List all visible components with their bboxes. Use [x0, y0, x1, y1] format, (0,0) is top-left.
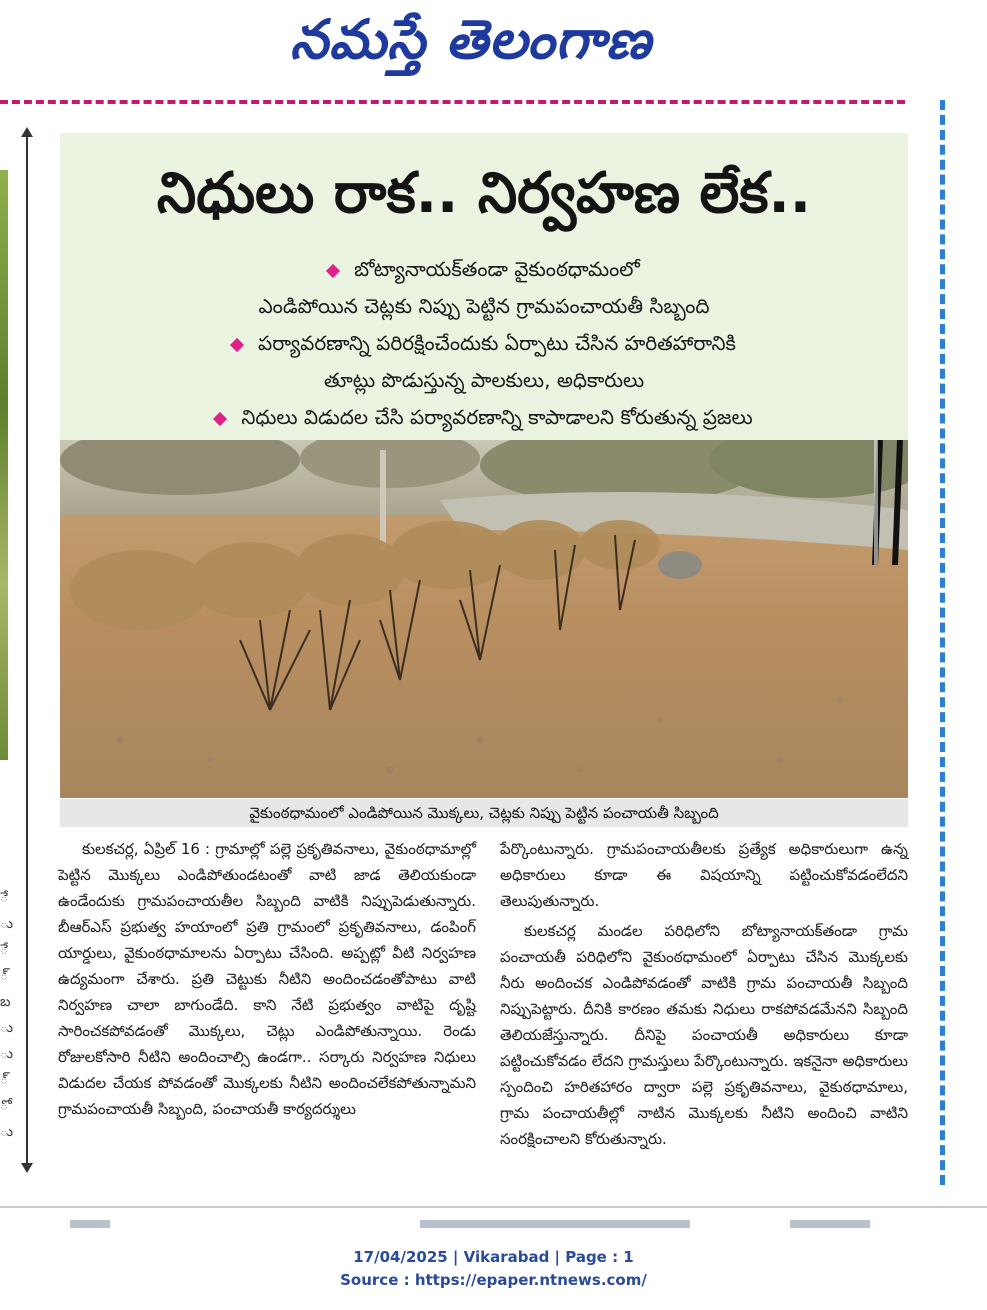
bullet-item-continuation: తూట్లు పొడుస్తున్న పాలకులు, అధికారులు: [323, 368, 645, 392]
diamond-bullet-icon: [213, 411, 227, 425]
next-article-fragment: [70, 1220, 110, 1228]
fragment-char: ు: [0, 1046, 13, 1062]
article-column-right: [500, 836, 908, 1152]
fragment-char: ్: [0, 1072, 9, 1088]
fragment-char: ో: [0, 1098, 9, 1114]
highlight-bullets: [60, 251, 908, 436]
article-paragraph: పేర్కొంటున్నారు. గ్రామపంచాయతీలకు ప్రత్యేక అధికారులుగా ఉన్న అధికారులు కూడా ఈ విషయాన్ని పట్టించుకోవడంలేదని తెలుపుతున్నారు.: [500, 840, 908, 910]
fragment-char: ్: [0, 968, 9, 984]
headline-panel: [60, 133, 908, 440]
top-divider: [0, 100, 905, 104]
newspaper-logo: నమస్తే తెలంగాణ: [290, 8, 652, 71]
footer-date-line: 17/04/2025 | Vikarabad | Page : 1: [353, 1248, 634, 1266]
headline: నిధులు రాక.. నిర్వహణ లేక..: [156, 161, 812, 226]
next-article-fragment: [420, 1220, 690, 1228]
photo-caption: వైకుంఠధామంలో ఎండిపోయిన మొక్కలు, చెట్లకు నిప్పు పెట్టిన పంచాయతీ సిబ్బంది: [60, 799, 908, 827]
bottom-divider: [0, 1206, 987, 1208]
fragment-char: ు: [0, 916, 13, 932]
bullet-item: నిధులు విడుదల చేసి పర్యావరణాన్ని కాపాడాలని కోరుతున్న ప్రజలు: [60, 399, 908, 436]
fragment-char: బ: [0, 994, 11, 1010]
adjacent-article-fragment: [0, 885, 14, 1145]
bullet-item-continuation: ఎండిపోయిన చెట్లకు నిప్పు పెట్టిన గ్రామపంచాయతీ సిబ్బంది: [258, 294, 710, 318]
next-article-fragment: [790, 1220, 870, 1228]
fragment-char: ే: [0, 890, 9, 906]
article-column-left: [58, 836, 476, 1122]
masthead: [0, 0, 987, 100]
news-photo: [60, 440, 908, 798]
fragment-char: ే: [0, 942, 9, 958]
diamond-bullet-icon: [326, 263, 340, 277]
adjacent-photo-fragment: [0, 170, 8, 760]
bullet-item: పర్యావరణాన్ని పరిరక్షించేందుకు ఏర్పాటు చేసిన హరితహారానికి: [60, 325, 908, 362]
fragment-char: ు: [0, 1020, 13, 1036]
column-arrow: [26, 135, 28, 1165]
article-paragraph: కులకచర్ల, ఏప్రిల్ 16 : గ్రామాల్లో పల్లె ప్రకృతివనాలు, వైకుంఠధామాల్లో పెట్టిన మొక్కలు ఎండిపోతుండటంతో వాటి జాడ తెలియకుండా ఉండేందుకు గ్రామపంచాయతీల సిబ్బంది వాటికి నిప్పుపెడుతున్నారు. బీఆర్ఎస్ ప్రభుత్వ హయాంలో ప్రతి గ్రామంలో ప్రకృతివనాలు, డంపింగ్ యార్డులు, వైకుంఠధామాలను ఏర్పాటు చేసింది. అప్పట్లో వీటి నిర్వహణ ఉద్యమంగా చేశారు. ప్రతి చెట్టుకు నీటిని అందించడంతోపాటు వాటి నిర్వహణ చాలా బాగుండేది. కాని నేటి ప్రభుత్వం వాటిపై దృష్టి సారించకపోవడంతో మొక్కలు, చెట్లు ఎండిపోతున్నాయి. రెండు రోజులకోసారి నీటిని అందించాల్సి ఉండగా.. సర్కారు నిర్వహణ నిధులు విడుదల చేయక పోవడంతో మొక్కలకు నీటిని అందించలేకపోతున్నామని గ్రామపంచాయతీ సిబ్బంది, పంచాయతీ కార్యదర్శులు: [58, 840, 476, 1118]
fragment-char: ు: [0, 1124, 13, 1140]
footer-source-line: Source : https://epaper.ntnews.com/: [340, 1271, 647, 1289]
bullet-item: బోట్యానాయక్‌తండా వైకుంఠధామంలో: [60, 251, 908, 288]
article-paragraph: కులకచర్ల మండల పరిధిలోని బోట్యానాయక్‌తండా గ్రామ పంచాయతీ పరిధిలోని వైకుంఠధామంలో ఏర్పాటు చేసిన మొక్కలకు నీరు అందించక ఎండిపోవడంతో వాటికి గ్రామ పంచాయతీ సిబ్బంది నిప్పుపెట్టారు. దీనికి కారణం తమకు నిధులు రాకపోవడమేనని సిబ్బంది తెలియజేస్తున్నారు. దీనిపై పంచాయతీ అధికారులు కూడా పట్టించుకోవడం లేదని గ్రామస్తులు పేర్కొంటున్నారు. ఇకనైనా అధికారులు స్పందించి హరితహారం ద్వారా పల్లె ప్రకృతివనాలు, వైకుఠధామాలు, గ్రామ పంచాయతీల్లో నాటిన మొక్కలకు నీటిని అందించి వాటిని సంరక్షించాలని కోరుతున్నారు.: [500, 922, 908, 1148]
diamond-bullet-icon: [230, 337, 244, 351]
right-border-divider: [940, 100, 945, 1185]
